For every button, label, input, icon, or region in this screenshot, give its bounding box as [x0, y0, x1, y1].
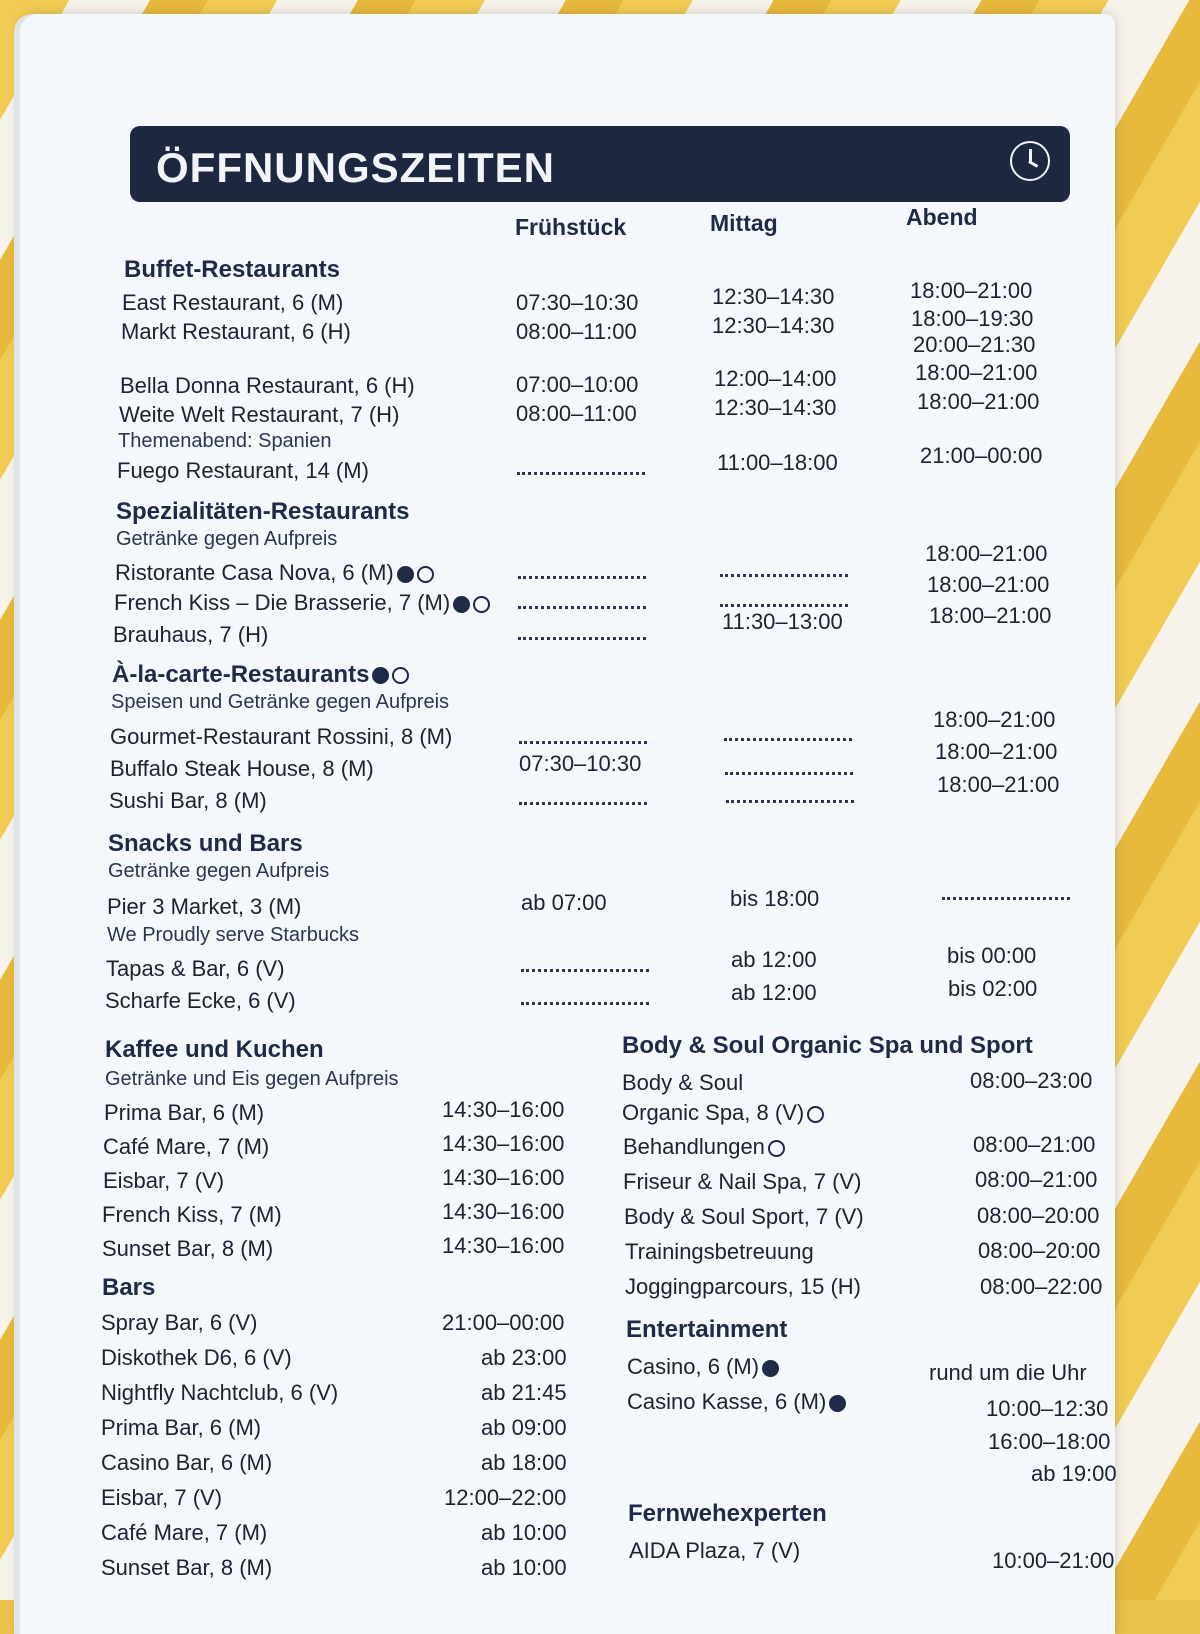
- page-header: [130, 126, 1070, 202]
- section-kaffee: Kaffee und Kuchen: [105, 1036, 324, 1063]
- row-time: 14:30–16:00: [442, 1165, 565, 1190]
- row-time: 21:00–00:00: [442, 1310, 565, 1335]
- row-lunch: ab 12:00: [731, 947, 817, 972]
- phone-icon: [473, 596, 490, 613]
- row-lunch: bis 18:00: [730, 886, 820, 911]
- empty-breakfast: [518, 637, 646, 640]
- row-name: Tapas & Bar, 6 (V): [106, 956, 285, 981]
- row-time: 08:00–23:00: [970, 1068, 1093, 1093]
- row-time: 08:00–21:00: [975, 1167, 1098, 1192]
- section-spa: Body & Soul Organic Spa und Sport: [622, 1032, 1033, 1059]
- empty-lunch: [720, 574, 848, 577]
- row-name: Café Mare, 7 (M): [101, 1520, 268, 1545]
- row-dinner: 21:00–00:00: [920, 443, 1043, 468]
- row-dinner: 18:00–21:00: [929, 603, 1052, 628]
- row-name: Eisbar, 7 (V): [103, 1168, 225, 1193]
- row-lunch: 12:00–14:00: [714, 366, 837, 391]
- plus-circle-icon: [807, 1106, 824, 1123]
- row-dinner: 18:00–21:00: [937, 772, 1060, 797]
- row-note: Themenabend: Spanien: [118, 430, 332, 452]
- row-time: 08:00–20:00: [978, 1238, 1101, 1263]
- row-dinner: 18:00–21:00: [910, 278, 1033, 303]
- empty-breakfast: [518, 606, 646, 609]
- row-time: 12:00–22:00: [444, 1485, 567, 1510]
- row-dinner: 18:00–21:00: [917, 389, 1040, 414]
- row-name: Spray Bar, 6 (V): [101, 1310, 258, 1335]
- row-name: Friseur & Nail Spa, 7 (V): [623, 1169, 862, 1194]
- row-dinner: bis 02:00: [948, 976, 1038, 1001]
- column-dinner: Abend: [906, 204, 978, 230]
- row-name: Sunset Bar, 8 (M): [102, 1236, 274, 1261]
- row-name: Behandlungen: [623, 1134, 785, 1160]
- row-name: Scharfe Ecke, 6 (V): [105, 988, 296, 1013]
- row-name: Fuego Restaurant, 14 (M): [117, 458, 369, 483]
- section-bars: Bars: [102, 1274, 156, 1301]
- plus-circle-icon: [768, 1140, 785, 1157]
- empty-breakfast: [519, 741, 647, 744]
- row-name-2: Organic Spa, 8 (V): [622, 1100, 824, 1126]
- row-time: ab 18:00: [481, 1450, 567, 1475]
- row-dinner: bis 00:00: [947, 943, 1037, 968]
- section-snacks: Snacks und Bars: [108, 830, 303, 857]
- row-name: AIDA Plaza, 7 (V): [629, 1538, 801, 1563]
- row-breakfast: 08:00–11:00: [516, 401, 637, 426]
- row-name: Casino Kasse, 6 (M): [627, 1389, 846, 1415]
- row-time: ab 23:00: [481, 1345, 567, 1370]
- row-name: Sunset Bar, 8 (M): [101, 1555, 273, 1580]
- empty-dinner: [942, 897, 1070, 900]
- empty-breakfast: [518, 576, 646, 579]
- row-name: Casino Bar, 6 (M): [101, 1450, 273, 1475]
- row-time: 08:00–21:00: [973, 1132, 1096, 1157]
- row-name: Sushi Bar, 8 (M): [109, 788, 267, 813]
- row-time: 08:00–22:00: [980, 1274, 1103, 1299]
- row-time: 14:30–16:00: [442, 1199, 565, 1224]
- empty-lunch: [724, 738, 852, 741]
- row-name: Prima Bar, 6 (M): [101, 1415, 262, 1440]
- row-name: Prima Bar, 6 (M): [104, 1100, 265, 1125]
- row-dinner: 18:00–21:00: [935, 739, 1058, 764]
- spade-icon: [762, 1360, 779, 1377]
- row-name: Casino, 6 (M): [627, 1354, 779, 1380]
- row-name: French Kiss – Die Brasserie, 7 (M): [114, 590, 490, 616]
- brochure-page: [20, 14, 1115, 1634]
- row-name: Café Mare, 7 (M): [103, 1134, 270, 1159]
- row-breakfast: 07:30–10:30: [519, 751, 642, 776]
- row-time: rund um die Uhr: [929, 1360, 1087, 1385]
- phone-icon: [392, 667, 409, 684]
- row-dinner: 18:00–21:00: [925, 541, 1048, 566]
- fork-knife-icon: [453, 596, 470, 613]
- empty-lunch: [725, 772, 853, 775]
- row-dinner-2: 20:00–21:30: [913, 332, 1036, 357]
- section-buffet: Buffet-Restaurants: [124, 256, 341, 283]
- row-name: Markt Restaurant, 6 (H): [121, 319, 351, 344]
- row-time: ab 10:00: [481, 1555, 567, 1580]
- section-fernweh: Fernwehexperten: [628, 1500, 827, 1527]
- row-lunch: ab 12:00: [731, 980, 817, 1005]
- row-name: Ristorante Casa Nova, 6 (M): [115, 560, 434, 586]
- row-name: Nightfly Nachtclub, 6 (V): [101, 1380, 339, 1405]
- section-alacarte: À-la-carte-Restaurants: [112, 661, 409, 689]
- row-time: ab 10:00: [481, 1520, 567, 1545]
- section-alacarte-sub: Speisen und Getränke gegen Aufpreis: [111, 691, 450, 713]
- row-name: Diskothek D6, 6 (V): [101, 1345, 292, 1370]
- row-breakfast: 08:00–11:00: [516, 319, 637, 344]
- phone-icon: [417, 566, 434, 583]
- section-snacks-sub: Getränke gegen Aufpreis: [108, 860, 330, 882]
- section-kaffee-sub: Getränke und Eis gegen Aufpreis: [105, 1068, 399, 1090]
- fork-knife-icon: [372, 667, 389, 684]
- row-time: 14:30–16:00: [442, 1097, 565, 1122]
- row-time: ab 09:00: [481, 1415, 567, 1440]
- row-time: 14:30–16:00: [442, 1233, 565, 1258]
- row-lunch: 12:30–14:30: [714, 395, 837, 420]
- empty-lunch: [720, 604, 848, 607]
- row-name: Joggingparcours, 15 (H): [625, 1274, 862, 1299]
- row-name: Trainingsbetreuung: [625, 1239, 814, 1264]
- clock-icon: [1010, 141, 1050, 181]
- fork-knife-icon: [397, 566, 414, 583]
- row-breakfast: 07:30–10:30: [516, 290, 639, 315]
- row-time: 08:00–20:00: [977, 1203, 1100, 1228]
- row-dinner: 18:00–21:00: [927, 572, 1050, 597]
- row-breakfast: 07:00–10:00: [516, 372, 639, 397]
- spade-icon: [829, 1395, 846, 1412]
- row-time: 10:00–21:00: [992, 1548, 1115, 1573]
- row-lunch: 11:00–18:00: [717, 450, 838, 475]
- row-name: Eisbar, 7 (V): [101, 1485, 223, 1510]
- section-special: Spezialitäten-Restaurants: [116, 498, 410, 525]
- column-lunch: Mittag: [710, 210, 778, 236]
- row-name: East Restaurant, 6 (M): [122, 290, 344, 315]
- empty-lunch: [726, 800, 854, 803]
- page-title: ÖFFNUNGSZEITEN: [156, 144, 555, 191]
- row-time-3: ab 19:00: [1031, 1461, 1117, 1486]
- empty-breakfast: [521, 969, 649, 972]
- row-name: Body & Soul Sport, 7 (V): [624, 1204, 864, 1229]
- row-lunch: 12:30–14:30: [712, 284, 835, 309]
- row-name: Body & Soul: [622, 1070, 744, 1095]
- row-name: French Kiss, 7 (M): [102, 1202, 282, 1227]
- row-time: 10:00–12:30: [986, 1396, 1109, 1421]
- row-dinner: 18:00–21:00: [933, 707, 1056, 732]
- row-time-2: 16:00–18:00: [988, 1429, 1111, 1454]
- row-lunch: 12:30–14:30: [712, 313, 835, 338]
- row-name: Brauhaus, 7 (H): [113, 622, 269, 647]
- row-name: Pier 3 Market, 3 (M): [107, 894, 302, 919]
- section-entertainment: Entertainment: [626, 1316, 788, 1343]
- row-breakfast: ab 07:00: [521, 890, 607, 915]
- row-name: Buffalo Steak House, 8 (M): [110, 756, 374, 781]
- row-dinner: 18:00–19:30: [911, 306, 1034, 331]
- section-special-sub: Getränke gegen Aufpreis: [116, 528, 338, 550]
- empty-breakfast: [517, 472, 645, 475]
- column-breakfast: Frühstück: [515, 214, 627, 240]
- row-name: Gourmet-Restaurant Rossini, 8 (M): [110, 724, 453, 749]
- empty-breakfast: [521, 1002, 649, 1005]
- row-dinner: 18:00–21:00: [915, 360, 1038, 385]
- row-lunch: 11:30–13:00: [722, 609, 843, 634]
- row-name: Weite Welt Restaurant, 7 (H): [119, 402, 400, 427]
- row-time: ab 21:45: [481, 1380, 567, 1405]
- row-note: We Proudly serve Starbucks: [107, 924, 359, 946]
- row-time: 14:30–16:00: [442, 1131, 565, 1156]
- row-name: Bella Donna Restaurant, 6 (H): [120, 373, 415, 398]
- empty-breakfast: [519, 802, 647, 805]
